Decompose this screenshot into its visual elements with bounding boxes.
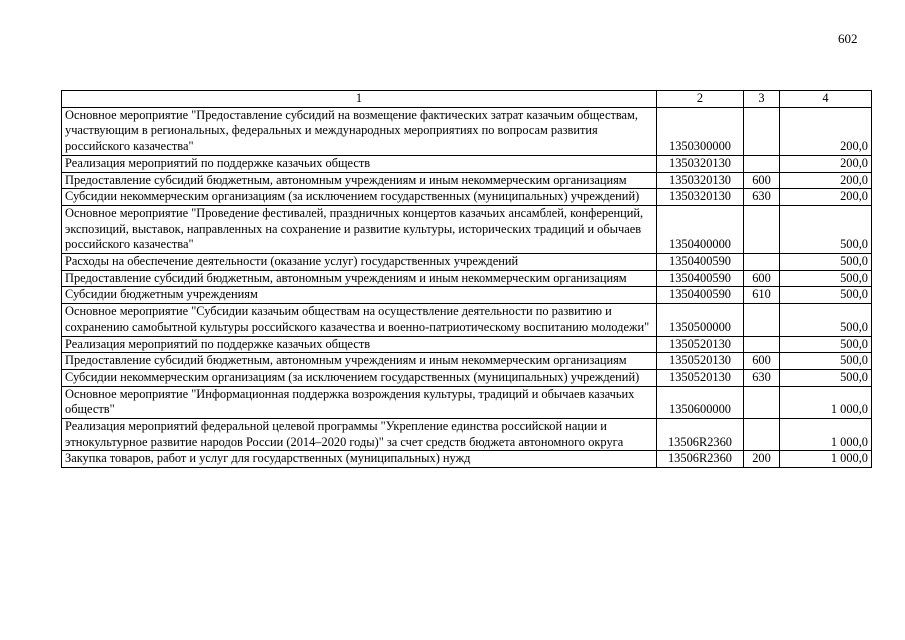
row-code-cell: 1350500000 xyxy=(657,304,744,336)
row-expense-type-cell: 630 xyxy=(744,369,780,386)
column-header-name: 1 xyxy=(62,91,657,108)
table-row xyxy=(62,270,872,287)
row-code-cell: 1350520130 xyxy=(657,353,744,370)
row-name-cell: Закупка товаров, работ и услуг для государственных (муниципальных) нужд xyxy=(62,451,657,468)
row-sum-cell: 200,0 xyxy=(780,189,872,206)
table-header-row xyxy=(62,91,872,108)
table-row xyxy=(62,205,872,253)
row-expense-type-cell: 630 xyxy=(744,189,780,206)
row-name-cell: Реализация мероприятий по поддержке казачьих обществ xyxy=(62,336,657,353)
row-code-cell: 1350520130 xyxy=(657,336,744,353)
row-code-cell: 1350400590 xyxy=(657,270,744,287)
row-sum-cell: 500,0 xyxy=(780,369,872,386)
row-code-cell: 1350400000 xyxy=(657,205,744,253)
row-expense-type-cell xyxy=(744,107,780,155)
row-expense-type-cell: 200 xyxy=(744,451,780,468)
row-name-cell: Основное мероприятие "Субсидии казачьим обществам на осуществление деятельности по развитию и сохранению самобытной культуры российского казачества и военно-патриотическому воспитанию молодежи" xyxy=(62,304,657,336)
table-row xyxy=(62,386,872,418)
row-expense-type-cell xyxy=(744,304,780,336)
table-row xyxy=(62,451,872,468)
row-code-cell: 13506R2360 xyxy=(657,419,744,451)
row-expense-type-cell xyxy=(744,419,780,451)
row-name-cell: Реализация мероприятий по поддержке казачьих обществ xyxy=(62,155,657,172)
row-expense-type-cell xyxy=(744,254,780,271)
row-name-cell: Субсидии бюджетным учреждениям xyxy=(62,287,657,304)
row-code-cell: 1350520130 xyxy=(657,369,744,386)
row-expense-type-cell: 600 xyxy=(744,353,780,370)
row-name-cell: Субсидии некоммерческим организациям (за исключением государственных (муниципальных) учреждений) xyxy=(62,369,657,386)
row-code-cell: 1350400590 xyxy=(657,287,744,304)
row-name-cell: Предоставление субсидий бюджетным, автономным учреждениям и иным некоммерческим организациям xyxy=(62,270,657,287)
row-name-cell: Предоставление субсидий бюджетным, автономным учреждениям и иным некоммерческим организациям xyxy=(62,353,657,370)
table-row xyxy=(62,107,872,155)
row-code-cell: 1350300000 xyxy=(657,107,744,155)
row-name-cell: Реализация мероприятий федеральной целевой программы "Укрепление единства российской нации и этнокультурное развитие народов России (2014–2020 годы)" за счет средств бюджета автономного округа xyxy=(62,419,657,451)
row-sum-cell: 500,0 xyxy=(780,205,872,253)
column-header-code: 2 xyxy=(657,91,744,108)
row-sum-cell: 200,0 xyxy=(780,155,872,172)
row-expense-type-cell xyxy=(744,336,780,353)
column-header-expense-type: 3 xyxy=(744,91,780,108)
row-sum-cell: 500,0 xyxy=(780,254,872,271)
row-code-cell: 1350600000 xyxy=(657,386,744,418)
row-expense-type-cell xyxy=(744,386,780,418)
row-name-cell: Основное мероприятие "Проведение фестивалей, праздничных концертов казачьих ансамблей, конференций, экспозиций, выставок, направленных на сохранение и развитие культуры, исторических традиций и обычаев российского казачества" xyxy=(62,205,657,253)
table-row xyxy=(62,304,872,336)
budget-table xyxy=(61,90,872,468)
table-row xyxy=(62,369,872,386)
table-row xyxy=(62,155,872,172)
table-row xyxy=(62,254,872,271)
row-sum-cell: 1 000,0 xyxy=(780,386,872,418)
row-sum-cell: 1 000,0 xyxy=(780,419,872,451)
row-code-cell: 13506R2360 xyxy=(657,451,744,468)
row-expense-type-cell: 600 xyxy=(744,172,780,189)
row-expense-type-cell: 600 xyxy=(744,270,780,287)
table-row xyxy=(62,172,872,189)
row-code-cell: 1350320130 xyxy=(657,189,744,206)
row-sum-cell: 200,0 xyxy=(780,172,872,189)
table-row xyxy=(62,189,872,206)
row-sum-cell: 500,0 xyxy=(780,353,872,370)
table-row xyxy=(62,287,872,304)
row-expense-type-cell xyxy=(744,155,780,172)
row-sum-cell: 500,0 xyxy=(780,270,872,287)
row-name-cell: Расходы на обеспечение деятельности (оказание услуг) государственных учреждений xyxy=(62,254,657,271)
row-sum-cell: 200,0 xyxy=(780,107,872,155)
row-code-cell: 1350400590 xyxy=(657,254,744,271)
table-row xyxy=(62,353,872,370)
table-row xyxy=(62,336,872,353)
row-sum-cell: 500,0 xyxy=(780,304,872,336)
row-name-cell: Предоставление субсидий бюджетным, автономным учреждениям и иным некоммерческим организациям xyxy=(62,172,657,189)
row-name-cell: Основное мероприятие "Предоставление субсидий на возмещение фактических затрат казачьим обществам, участвующим в региональных, федеральных и международных мероприятиях по вопросам развития российского казачества" xyxy=(62,107,657,155)
row-sum-cell: 500,0 xyxy=(780,336,872,353)
table-row xyxy=(62,419,872,451)
row-expense-type-cell: 610 xyxy=(744,287,780,304)
row-name-cell: Основное мероприятие "Информационная поддержка возрождения культуры, традиций и обычаев казачьих обществ" xyxy=(62,386,657,418)
row-name-cell: Субсидии некоммерческим организациям (за исключением государственных (муниципальных) учреждений) xyxy=(62,189,657,206)
row-sum-cell: 1 000,0 xyxy=(780,451,872,468)
row-code-cell: 1350320130 xyxy=(657,172,744,189)
page-number: 602 xyxy=(838,31,858,46)
row-code-cell: 1350320130 xyxy=(657,155,744,172)
row-sum-cell: 500,0 xyxy=(780,287,872,304)
column-header-sum: 4 xyxy=(780,91,872,108)
row-expense-type-cell xyxy=(744,205,780,253)
